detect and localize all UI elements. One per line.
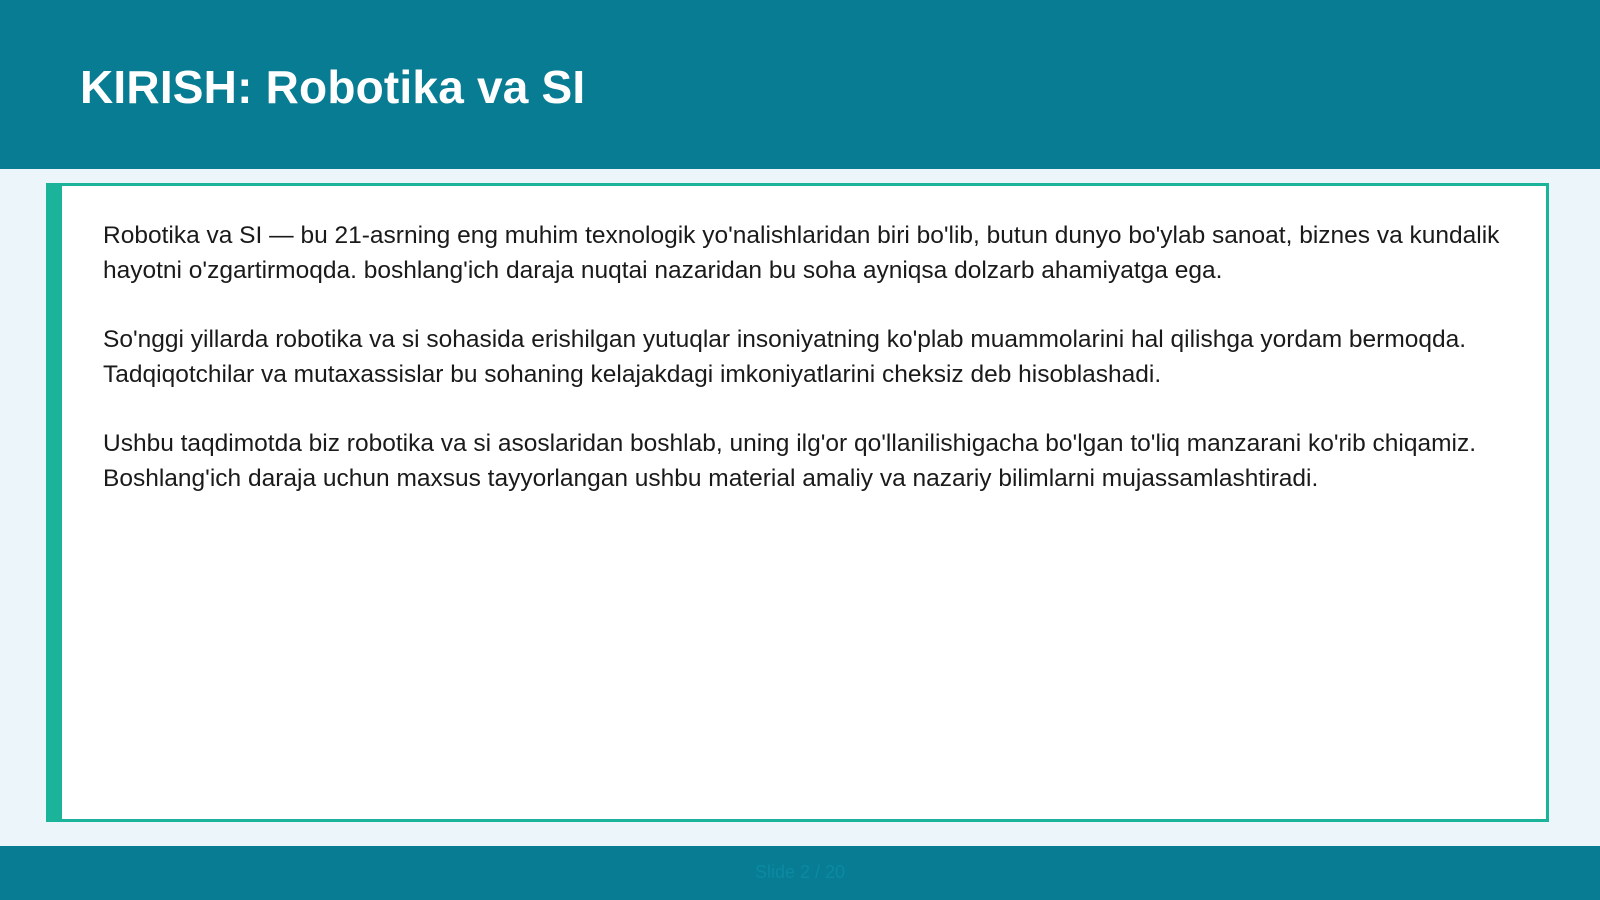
content-card [46, 183, 1549, 822]
paragraph-list [103, 218, 1523, 530]
slide-header [0, 0, 1600, 169]
presentation-overview-paragraph: Ushbu taqdimotda biz robotika va si asoslaridan boshlab, uning ilg'or qo'llanilishigacha bo'lgan to'liq manzarani ko'rib chiqamiz. Boshlang'ich daraja uchun maxsus tayyorlangan ushbu material amaliy va nazariy bilimlarni mujassamlashtiradi. [103, 430, 1477, 492]
slide-title: KIRISH: Robotika va SI [80, 61, 586, 113]
slide-footer [0, 846, 1600, 900]
slide-number: Slide 2 / 20 [754, 862, 846, 882]
intro-paragraph: Robotika va SI — bu 21-asrning eng muhim texnologik yo'nalishlaridan biri bo'lib, butun dunyo bo'ylab sanoat, biznes va kundalik hayotni o'zgartirmoqda. boshlang'ich daraja nuqtai nazaridan bu soha ayniqsa dolzarb ahamiyatga ega. [103, 222, 1500, 284]
achievements-paragraph: So'nggi yillarda robotika va si sohasida erishilgan yutuqlar insoniyatning ko'plab muammolarini hal qilishga yordam bermoqda. Tadqiqotchilar va mutaxassislar bu sohaning kelajakdagi imkoniyatlarini cheksiz deb hisoblashadi. [103, 326, 1467, 388]
